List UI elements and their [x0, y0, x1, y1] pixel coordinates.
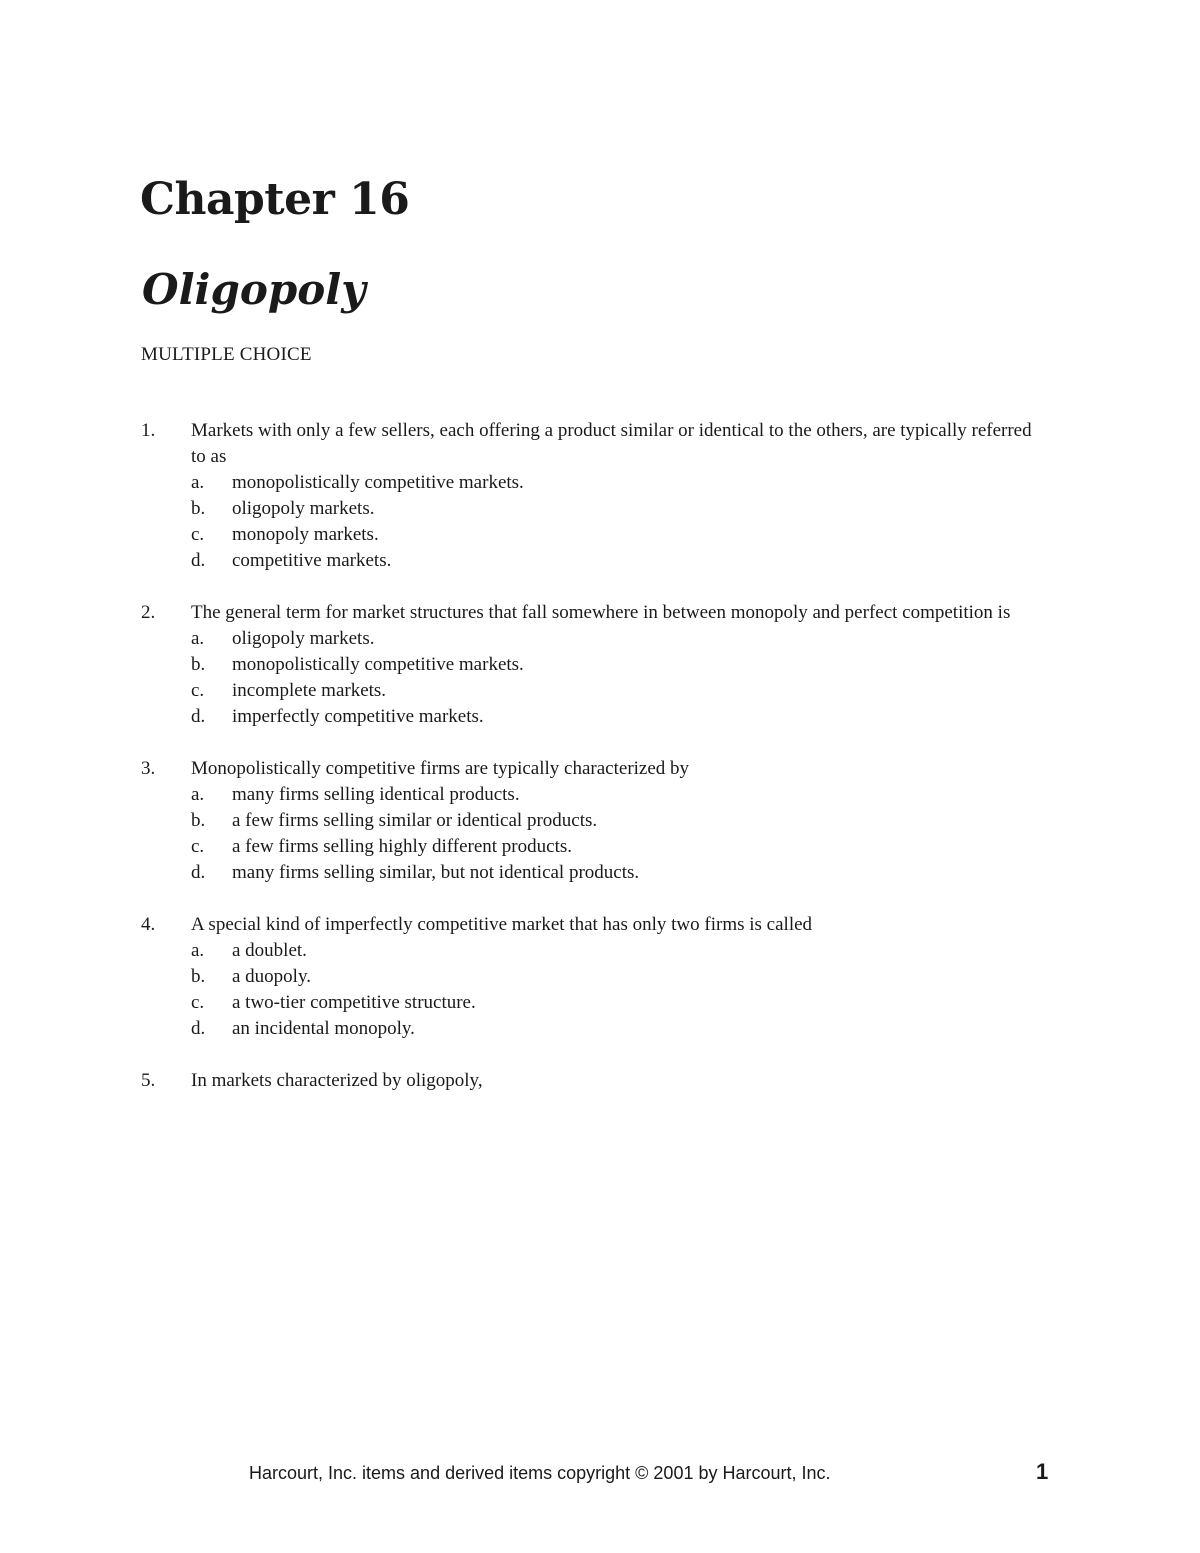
- option-letter: b.: [191, 966, 206, 987]
- question-text: Monopolistically competitive firms are typically characterized by: [191, 758, 690, 779]
- option-d: [191, 1016, 1041, 1042]
- option-text: monopoly markets.: [232, 524, 379, 545]
- option-c: [191, 834, 1041, 860]
- option-text: oligopoly markets.: [232, 498, 375, 519]
- option-d: [191, 548, 1041, 574]
- option-b: [191, 964, 1041, 990]
- question-number: 5.: [141, 1070, 156, 1091]
- option-text: monopolistically competitive markets.: [232, 654, 524, 675]
- option-list: [191, 938, 1041, 1042]
- question-2: [141, 600, 1041, 730]
- option-list: [191, 626, 1041, 730]
- question-1: [141, 418, 1041, 574]
- option-letter: c.: [191, 680, 205, 701]
- option-a: [191, 470, 1041, 496]
- option-letter: a.: [191, 784, 205, 805]
- option-letter: b.: [191, 654, 206, 675]
- question-text: The general term for market structures that fall somewhere in between monopoly and perfect competition is: [191, 602, 1011, 623]
- option-text: a two-tier competitive structure.: [232, 992, 476, 1013]
- question-number: 3.: [141, 758, 156, 779]
- option-c: [191, 522, 1041, 548]
- question-text: In markets characterized by oligopoly,: [191, 1070, 483, 1091]
- chapter-title: Chapter 16: [140, 174, 410, 225]
- copyright-notice: Harcourt, Inc. items and derived items copyright © 2001 by Harcourt, Inc.: [249, 1463, 831, 1483]
- option-text: competitive markets.: [232, 550, 392, 571]
- chapter-subtitle: Oligopoly: [142, 265, 366, 314]
- option-a: [191, 938, 1041, 964]
- question-4: [141, 912, 1041, 1042]
- option-b: [191, 652, 1041, 678]
- question-5: [141, 1068, 1041, 1094]
- question-number: 1.: [141, 420, 156, 441]
- option-letter: d.: [191, 706, 206, 727]
- option-text: a few firms selling highly different products.: [232, 836, 572, 857]
- option-text: a few firms selling similar or identical products.: [232, 810, 598, 831]
- option-letter: c.: [191, 524, 205, 545]
- option-letter: c.: [191, 992, 205, 1013]
- question-number: 4.: [141, 914, 156, 935]
- option-text: a doublet.: [232, 940, 307, 961]
- option-list: [191, 470, 1041, 574]
- option-text: monopolistically competitive markets.: [232, 472, 524, 493]
- option-letter: c.: [191, 836, 205, 857]
- option-list: [191, 782, 1041, 886]
- option-letter: b.: [191, 498, 206, 519]
- option-d: [191, 704, 1041, 730]
- option-c: [191, 990, 1041, 1016]
- option-letter: a.: [191, 940, 205, 961]
- option-text: imperfectly competitive markets.: [232, 706, 484, 727]
- option-text: an incidental monopoly.: [232, 1018, 415, 1039]
- option-a: [191, 782, 1041, 808]
- option-c: [191, 678, 1041, 704]
- option-text: a duopoly.: [232, 966, 311, 987]
- question-list: [141, 418, 1041, 1120]
- option-letter: d.: [191, 862, 206, 883]
- option-a: [191, 626, 1041, 652]
- page-number: 1: [1036, 1459, 1049, 1484]
- question-number: 2.: [141, 602, 156, 623]
- option-text: incomplete markets.: [232, 680, 387, 701]
- option-letter: d.: [191, 550, 206, 571]
- question-text: Markets with only a few sellers, each offering a product similar or identical to the others, are typically referred to as: [191, 420, 1032, 467]
- option-d: [191, 860, 1041, 886]
- option-text: oligopoly markets.: [232, 628, 375, 649]
- question-3: [141, 756, 1041, 886]
- question-text: A special kind of imperfectly competitive market that has only two firms is called: [191, 914, 813, 935]
- section-heading: MULTIPLE CHOICE: [141, 344, 312, 365]
- option-text: many firms selling similar, but not identical products.: [232, 862, 640, 883]
- page-footer: [0, 1458, 1200, 1488]
- option-letter: a.: [191, 628, 205, 649]
- option-text: many firms selling identical products.: [232, 784, 520, 805]
- option-b: [191, 496, 1041, 522]
- option-b: [191, 808, 1041, 834]
- option-letter: b.: [191, 810, 206, 831]
- option-letter: a.: [191, 472, 205, 493]
- option-letter: d.: [191, 1018, 206, 1039]
